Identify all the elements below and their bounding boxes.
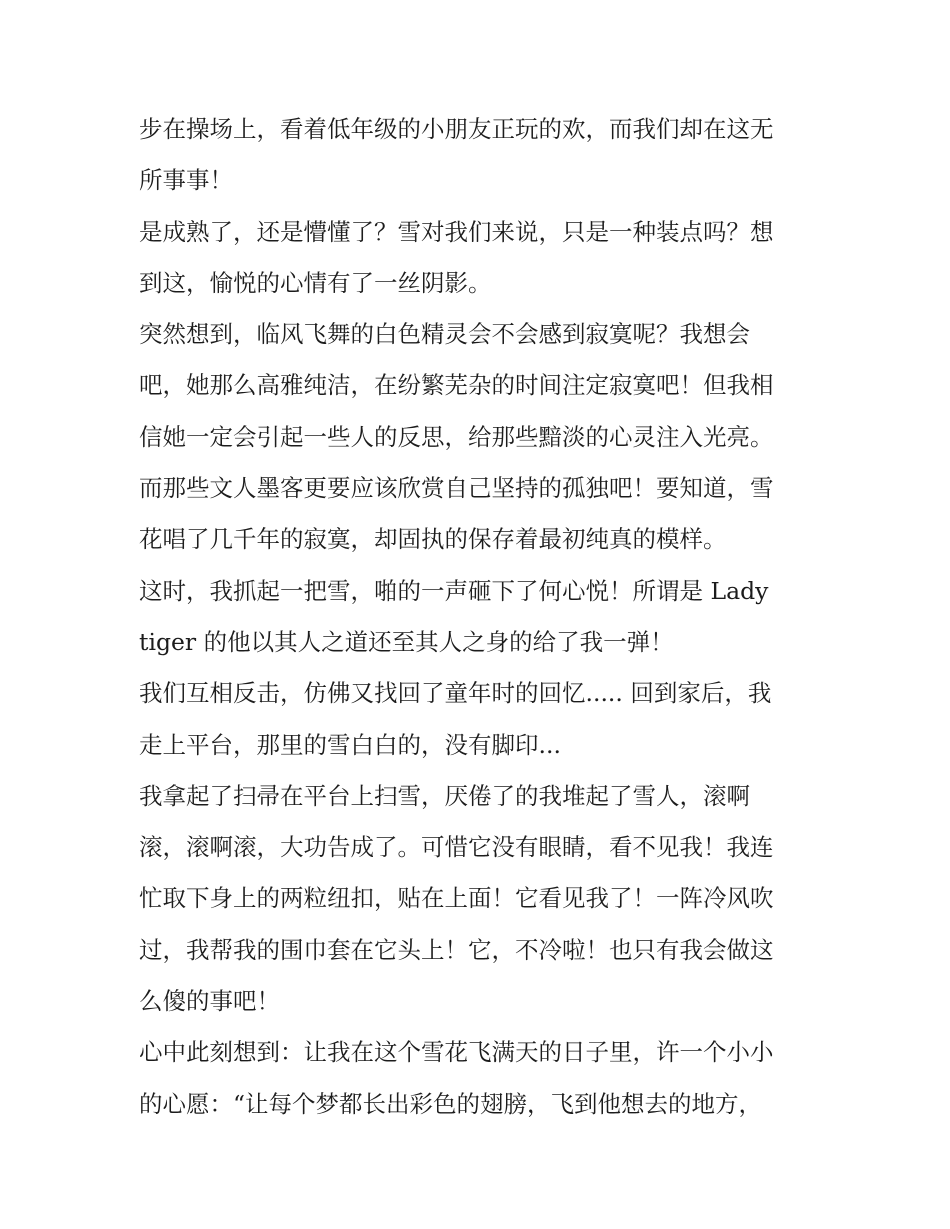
- text-line: tiger 的他以其人之道还至其人之身的给了我一弹！: [139, 627, 674, 656]
- text-line: 的心愿：“让每个梦都长出彩色的翅膀，飞到他想去的地方，: [139, 1089, 763, 1118]
- text-line: 心中此刻想到：让我在这个雪花飞满天的日子里，许一个小小: [139, 1038, 774, 1067]
- text-line: 花唱了几千年的寂寞，却固执的保存着最初纯真的模样。: [139, 525, 727, 554]
- text-line: 我们互相反击，仿佛又找回了童年时的回忆..... 回到家后，我: [139, 679, 772, 708]
- text-line: 过，我帮我的围巾套在它头上！它，不冷啦！也只有我会做这: [139, 935, 774, 964]
- text-line: 忙取下身上的两粒纽扣，贴在上面！它看见我了！一阵冷风吹: [139, 884, 774, 913]
- text-line: 是成熟了，还是懵懂了？雪对我们来说，只是一种装点吗？想: [139, 217, 774, 246]
- text-line: 走上平台，那里的雪白白的，没有脚印...: [139, 730, 561, 759]
- text-line: 么傻的事吧！: [139, 987, 280, 1016]
- text-line: 到这，愉悦的心情有了一丝阴影。: [139, 268, 492, 297]
- document-body: [139, 104, 829, 1130]
- text-line: 我拿起了扫帚在平台上扫雪，厌倦了的我堆起了雪人，滚啊: [139, 781, 750, 810]
- text-line: 信她一定会引起一些人的反思，给那些黯淡的心灵注入光亮。: [139, 422, 774, 451]
- text-line: 步在操场上，看着低年级的小朋友正玩的欢，而我们却在这无: [139, 115, 774, 143]
- text-line: 吧，她那么高雅纯洁，在纷繁芜杂的时间注定寂寞吧！但我相: [139, 371, 774, 400]
- text-line: 这时，我抓起一把雪，啪的一声砸下了何心悦！所谓是 Lady: [139, 576, 769, 605]
- text-line: 滚，滚啊滚，大功告成了。可惜它没有眼睛，看不见我！我连: [139, 833, 774, 862]
- text-line: 突然想到，临风飞舞的白色精灵会不会感到寂寞呢？我想会: [139, 320, 750, 349]
- text-line: 而那些文人墨客更要应该欣赏自己坚持的孤独吧！要知道，雪: [139, 474, 774, 503]
- text-line: 所事事！: [139, 166, 233, 195]
